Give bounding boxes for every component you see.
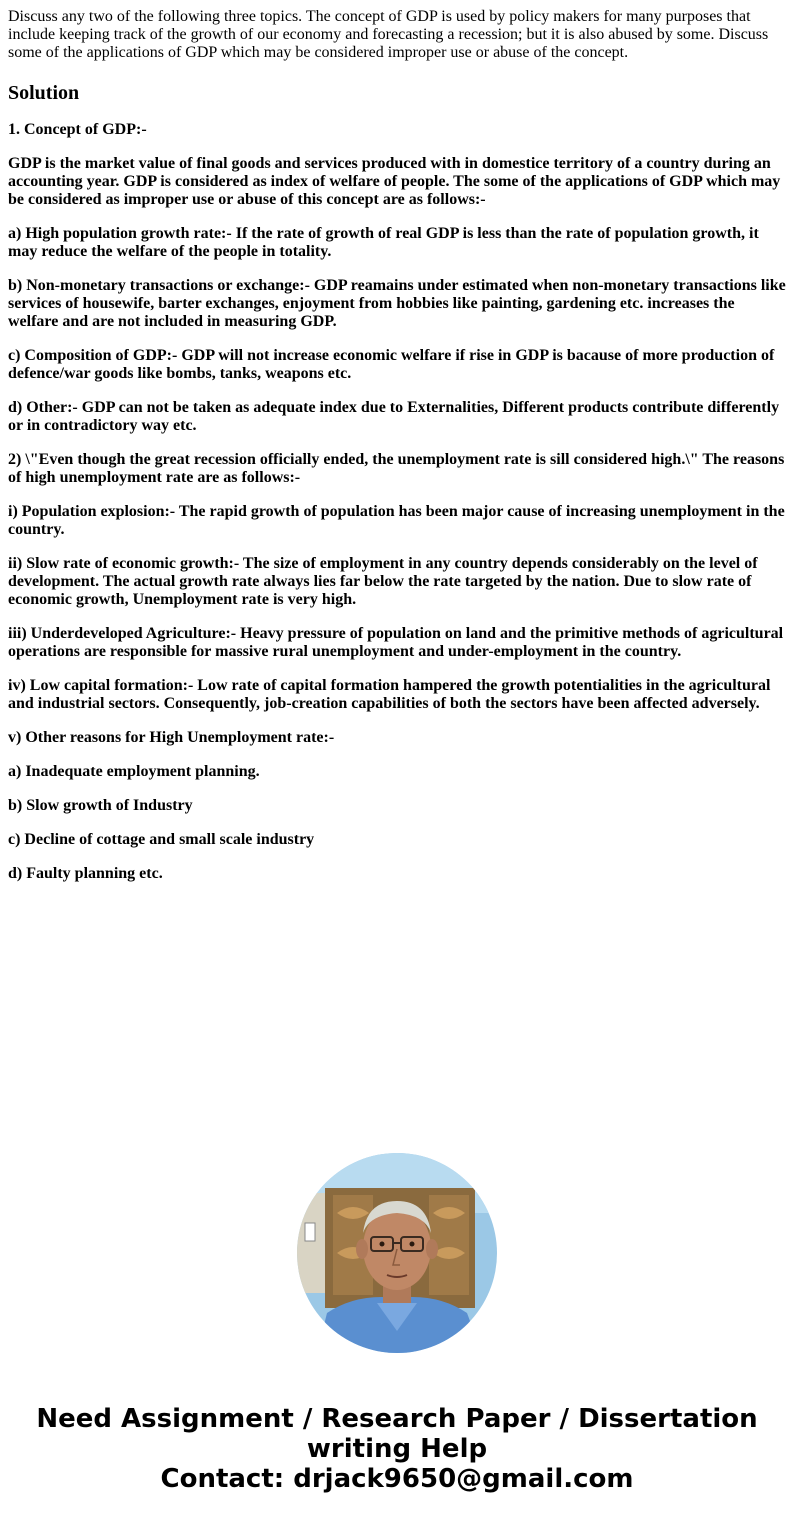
avatar [297,1153,497,1353]
footer-line-2: writing Help [306,1434,488,1464]
list-item: iv) Low capital formation:- Low rate of capital formation hampered the growth potentialities in the agricultural and industrial sectors. Consequently, job-creation capabilities of both the sectors have been affected adversely. [8,677,771,712]
list-item: i) Population explosion:- The rapid growth of population has been major cause of increasing unemployment in the country. [8,503,785,538]
gdp-definition: GDP is the market value of final goods and services produced with in domestice territory of a country during an accounting year. GDP is considered as index of welfare of people. The some of the applications of GDP which may be considered as improper use or abuse of this concept are as follows:- [8,155,781,208]
list-item: ii) Slow rate of economic growth:- The size of employment in any country depends considerably on the level of development. The actual growth rate always lies far below the rate targeted by the nation. Due to slow rate of economic growth, Unemployment rate is very high. [8,555,758,608]
list-item: c) Decline of cottage and small scale industry [8,831,315,848]
list-item: a) High population growth rate:- If the rate of growth of real GDP is less than the rate of population growth, it may reduce the welfare of the people in totality. [8,225,759,260]
list-item: d) Other:- GDP can not be taken as adequate index due to Externalities, Different products contribute differently or in contradictory way etc. [8,399,780,434]
list-item: c) Composition of GDP:- GDP will not increase economic welfare if rise in GDP is bacause of more production of defence/war goods like bombs, tanks, weapons etc. [8,347,775,382]
solution-heading: Solution [8,82,80,104]
document-body [8,8,786,899]
list-item: b) Non-monetary transactions or exchange:- GDP reamains under estimated when non-monetary transactions like services of housewife, barter exchanges, enjoyment from hobbies like painting, gardening etc. increases the welfare and are not included in measuring GDP. [8,277,786,330]
list-item: b) Slow growth of Industry [8,797,193,814]
list-item: iii) Underdeveloped Agriculture:- Heavy pressure of population on land and the primitive methods of agricultural operations are responsible for massive rural unemployment and under-employment in the country. [8,625,784,660]
list-item: d) Faulty planning etc. [8,865,163,882]
section-heading-gdp: 1. Concept of GDP:- [8,121,147,138]
contact-banner [0,1404,794,1494]
list-item: a) Inadequate employment planning. [8,763,260,780]
footer-line-1: Need Assignment / Research Paper / Dissertation [36,1404,758,1434]
question-text: Discuss any two of the following three topics. The concept of GDP is used by policy makers for many purposes that include keeping track of the growth of our economy and forecasting a recession; but it is also abused by some. Discuss some of the applications of GDP which may be considered improper use or abuse of the concept. [8,8,769,61]
avatar-portrait [297,1153,497,1353]
section-heading-unemployment: 2) \"Even though the great recession officially ended, the unemployment rate is sill considered high.\" The reasons of high unemployment rate are as follows:- [8,451,785,486]
footer-contact: Contact: drjack9650@gmail.com [160,1464,634,1494]
list-item: v) Other reasons for High Unemployment rate:- [8,729,335,746]
